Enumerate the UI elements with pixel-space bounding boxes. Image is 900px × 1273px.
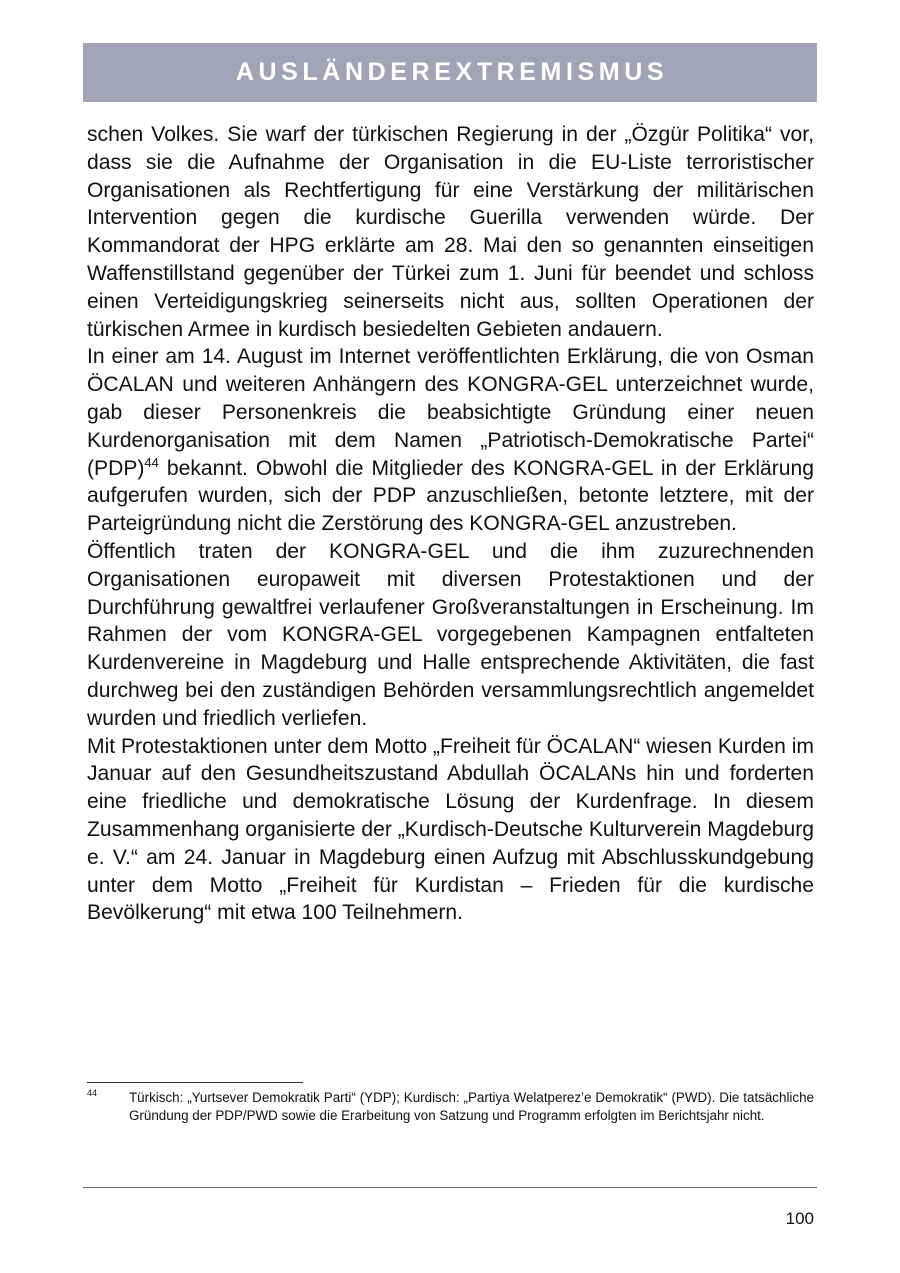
footnote-reference: 44: [144, 454, 159, 470]
page-number: 100: [785, 1209, 814, 1228]
paragraph-1: schen Volkes. Sie warf der türkischen Regierung in der „Özgür Politika“ vor, dass sie die Aufnahme der Organisation in die EU-Liste terroristischer Organisationen als Rechtfertigung für eine Verstärkung der militärischen Intervention gegen die kurdische Guerilla verwenden würde. Der Kommandorat der HPG erklärte am 28. Mai den so genannten einseitigen Waffenstillstand gegenüber der Türkei zum 1. Juni für beendet und schloss einen Verteidigungskrieg seinerseits nicht aus, sollten Operationen der türkischen Armee in kurdisch besiedelten Gebieten andauern.: [87, 123, 814, 341]
footnote-text: Türkisch: „Yurtsever Demokratik Parti“ (YDP); Kurdisch: „Partiya Welatperez’e Demokratik“ (PWD). Die tatsächliche Gründung der PDP/PWD sowie die Erarbeitung von Satzung und Programm erfolgten im Berichtsjahr nicht.: [129, 1090, 814, 1123]
footnote: [87, 1089, 814, 1124]
section-header: [83, 43, 817, 102]
page-footer-divider: [83, 1187, 817, 1188]
paragraph-3: Öffentlich traten der KONGRA-GEL und die ihm zuzurechnenden Organisationen europaweit mit diversen Protestaktionen und der Durchführung gewaltfrei verlaufener Großveranstaltungen in Erscheinung. Im Rahmen der vom KONGRA-GEL vorgegebenen Kampagnen entfalteten Kurdenvereine in Magdeburg und Halle entsprechende Aktivitäten, die fast durchweg bei den zuständigen Behörden versammlungsrechtlich angemeldet wurden und friedlich verliefen.: [87, 539, 814, 730]
footnote-number: 44: [87, 1088, 98, 1098]
paragraph-2: [87, 343, 814, 538]
paragraph-2-text-b: bekannt. Obwohl die Mitglieder des KONGRA-GEL in der Erklärung aufgerufen wurden, sich der PDP anzuschließen, betonte letztere, mit der Parteigründung nicht die Zerstörung des KONGRA-GEL anzustreben.: [87, 456, 814, 536]
paragraph-4: Mit Protestaktionen unter dem Motto „Freiheit für ÖCALAN“ wiesen Kurden im Januar auf den Gesundheitszustand Abdullah ÖCALANs hin und forderten eine friedliche und demokratische Lösung der Kurdenfrage. In diesem Zusammenhang organisierte der „Kurdisch-Deutsche Kulturverein Magdeburg e. V.“ am 24. Januar in Magdeburg einen Aufzug mit Abschlusskundgebung unter dem Motto „Freiheit für Kurdistan – Frieden für die kurdische Bevölkerung“ mit etwa 100 Teilnehmern.: [87, 734, 814, 925]
paragraph-2-text-a: In einer am 14. August im Internet veröffentlichten Erklärung, die von Osman ÖCALAN und weiteren Anhängern des KONGRA-GEL unterzeichnet wurde, gab dieser Personenkreis die beabsichtigte Gründung einer neuen Kurdenorganisation mit dem Namen „Patriotisch-Demokratische Partei“ (PDP): [87, 345, 814, 480]
main-text: [87, 121, 814, 927]
footnote-separator: [87, 1082, 303, 1083]
section-title: AUSLÄNDEREXTREMISMUS: [235, 58, 669, 86]
